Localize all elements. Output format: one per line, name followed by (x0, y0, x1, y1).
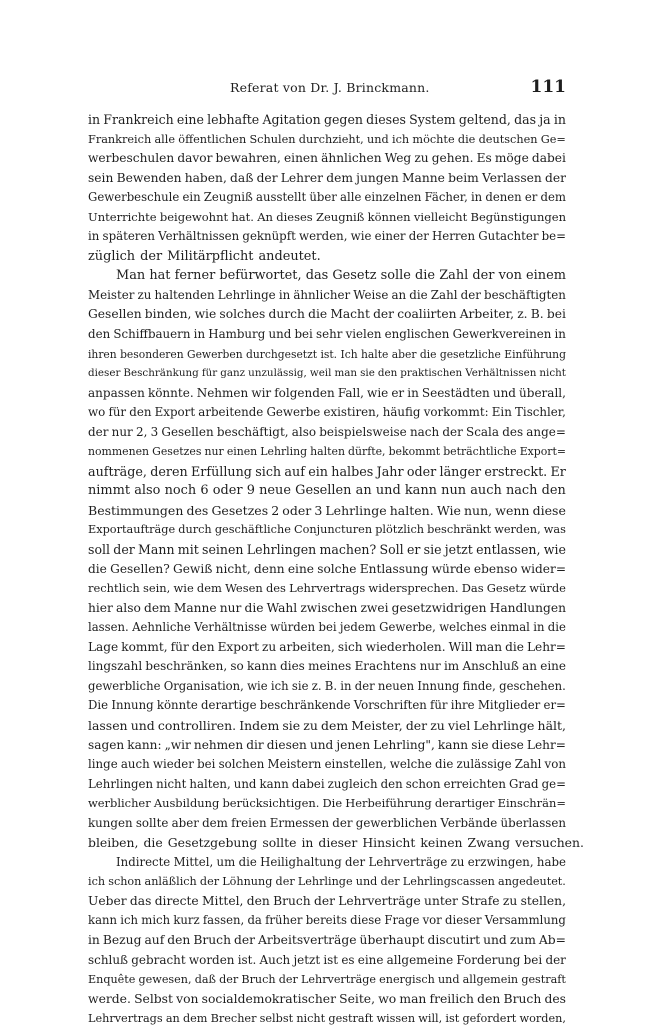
text-line: Gesellen binden, wie solches durch die Macht der coaliirten Arbeiter, z. B. bei (88, 307, 566, 322)
text-line: in späteren Verhältnissen geknüpft werden, wie einer der Herren Gutachter be= (88, 229, 566, 244)
text-line: aufträge, deren Erfüllung sich auf ein halbes Jahr oder länger erstreckt. Er (88, 463, 566, 479)
text-line: züglich der Militärpflicht andeutet. (88, 248, 321, 264)
running-title: Referat von Dr. J. Brinckmann. (230, 80, 430, 95)
text-line: Exportaufträge durch geschäftliche Conjuncturen plötzlich beschränkt werden, was (88, 523, 566, 537)
text-line: Enquête gewesen, daß der Bruch der Lehrverträge energisch und allgemein gestraft (88, 973, 566, 987)
text-line: lassen. Aehnliche Verhältnisse würden bei jedem Gewerbe, welches einmal in die (88, 620, 566, 635)
text-line: Die Innung könnte derartige beschränkende Vorschriften für ihre Mitglieder er= (88, 698, 566, 713)
text-line: lassen und controlliren. Indem sie zu dem Meister, der zu viel Lehrlinge hält, (88, 717, 566, 733)
text-line: linge auch wieder bei solchen Meistern einstellen, welche die zulässige Zahl von (88, 757, 566, 772)
text-line: die Gesellen? Gewiß nicht, denn eine solche Entlassung würde ebenso wider= (88, 561, 566, 576)
text-line: werbeschulen davor bewahren, einen ähnlichen Weg zu gehen. Es möge dabei (88, 151, 566, 166)
text-line: Meister zu haltenden Lehrlinge in ähnlicher Weise an die Zahl der beschäftigten (88, 287, 566, 302)
text-line: dieser Beschränkung für ganz unzulässig, weil man sie den praktischen Verhältnissen nicht (88, 367, 566, 380)
text-line: nimmt also noch 6 oder 9 neue Gesellen an und kann nun auch nach den (88, 483, 566, 499)
text-line: Gewerbeschule ein Zeugniß ausstellt über alle einzelnen Fächer, in denen er dem (88, 190, 566, 205)
text-line: bleiben, die Gesetzgebung sollte in dieser Hinsicht keinen Zwang versuchen. (88, 835, 584, 851)
text-line: Indirecte Mittel, um die Heilighaltung der Lehrverträge zu erzwingen, habe (116, 854, 566, 869)
text-line: Lage kommt, für den Export zu arbeiten, sich wiederholen. Will man die Lehr= (88, 639, 566, 654)
text-line: sagen kann: „wir nehmen dir diesen und jenen Lehrling", kann sie diese Lehr= (88, 737, 566, 752)
text-line: Bestimmungen des Gesetzes 2 oder 3 Lehrlinge halten. Wie nun, wenn diese (88, 502, 566, 518)
text-line: den Schiffbauern in Hamburg und bei sehr vielen englischen Gewerkvereinen in (88, 327, 566, 342)
text-line: in Bezug auf den Bruch der Arbeitsverträge überhaupt discutirt und zum Ab= (88, 932, 566, 947)
text-line: Unterrichte beigewohnt hat. An dieses Zeugniß können vielleicht Begünstigungen (88, 209, 566, 224)
text-line: sein Bewenden haben, daß der Lehrer dem jungen Manne beim Verlassen der (88, 170, 566, 185)
running-head (88, 77, 566, 100)
text-line: in Frankreich eine lebhafte Agitation gegen dieses System geltend, das ja in (88, 112, 566, 127)
text-line: soll der Mann mit seinen Lehrlingen machen? Soll er sie jetzt entlassen, wie (88, 542, 566, 558)
text-line: Man hat ferner befürwortet, das Gesetz solle die Zahl der von einem (116, 268, 566, 284)
body-text (88, 110, 584, 1029)
text-line: ich schon anläßlich der Löhnung der Lehrlinge und der Lehrlingscassen angedeutet. (88, 875, 566, 889)
text-line: Lehrvertrags an dem Brecher selbst nicht gestraft wissen will, ist gefordert worden, (88, 1012, 566, 1026)
text-line: kann ich mich kurz fassen, da früher bereits diese Frage vor dieser Versammlung (88, 913, 566, 928)
text-line: gewerbliche Organisation, wie ich sie z. B. in der neuen Innung finde, geschehen. (88, 678, 566, 693)
text-line: Lehrlingen nicht halten, und kann dabei zugleich den schon erreichten Grad ge= (88, 776, 566, 791)
text-line: kungen sollte aber dem freien Ermessen der gewerblichen Verbände überlassen (88, 815, 566, 830)
text-line: werde. Selbst von socialdemokratischer Seite, wo man freilich den Bruch des (88, 991, 566, 1006)
text-line: rechtlich sein, wie dem Wesen des Lehrvertrags widersprechen. Das Gesetz würde (88, 581, 566, 596)
text-line: hier also dem Manne nur die Wahl zwischen zwei gesetzwidrigen Handlungen (88, 600, 566, 615)
text-line: Ueber das directe Mittel, den Bruch der Lehrverträge unter Strafe zu stellen, (88, 893, 566, 908)
text-line: wo für den Export arbeitende Gewerbe existiren, häufig vorkommt: Ein Tischler, (88, 405, 566, 420)
text-line: der nur 2, 3 Gesellen beschäftigt, also beispielsweise nach der Scala des ange= (88, 424, 566, 439)
text-line: schluß gebracht worden ist. Auch jetzt ist es eine allgemeine Forderung bei der (88, 952, 566, 967)
text-line: Frankreich alle öffentlichen Schulen durchzieht, und ich möchte die deutschen Ge= (88, 132, 566, 146)
text-line: anpassen könnte. Nehmen wir folgenden Fall, wie er in Seestädten und überall, (88, 385, 566, 400)
text-line: werblicher Ausbildung berücksichtigen. Die Herbeiführung derartiger Einschrän= (88, 796, 566, 811)
page-number: 111 (530, 77, 566, 97)
text-line: lingszahl beschränken, so kann dies meines Erachtens nur im Anschluß an eine (88, 659, 566, 674)
text-line: ihren besonderen Gewerben durchgesetzt ist. Ich halte aber die gesetzliche Einführung (88, 347, 566, 361)
text-line: nommenen Gesetzes nur einen Lehrling halten dürfte, bekommt beträchtliche Export= (88, 445, 566, 459)
